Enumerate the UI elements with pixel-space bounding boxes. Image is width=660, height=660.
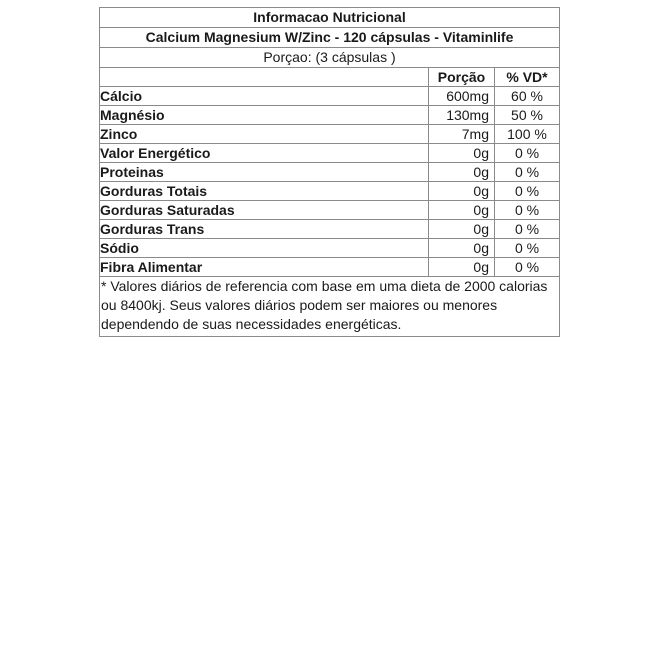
- nutrient-amount: 0g: [429, 258, 495, 276]
- footnote: * Valores diários de referencia com base em uma dieta de 2000 calorias ou 8400kj. Seus valores diários podem ser maiores ou menores dependendo de suas necessidades energéticas.: [101, 278, 548, 332]
- nutrient-amount: 0g: [429, 201, 495, 219]
- nutrient-name: Sódio: [100, 239, 429, 257]
- nutrient-name: Valor Energético: [100, 144, 429, 162]
- product-name: Calcium Magnesium W/Zinc - 120 cápsulas - Vitaminlife: [100, 28, 559, 48]
- column-header-amount: Porção: [429, 68, 495, 86]
- nutrient-name: Cálcio: [100, 87, 429, 105]
- table-row: [100, 182, 559, 201]
- nutrient-name: Gorduras Saturadas: [100, 201, 429, 219]
- nutrient-name: Magnésio: [100, 106, 429, 124]
- table-title: Informacao Nutricional: [100, 8, 559, 28]
- nutrient-amount: 0g: [429, 220, 495, 238]
- nutrient-amount: 0g: [429, 239, 495, 257]
- nutrient-daily-value: 0 %: [514, 145, 540, 161]
- nutrient-daily-value: 0 %: [514, 221, 540, 237]
- column-header-row: [100, 68, 559, 87]
- nutrient-name: Fibra Alimentar: [100, 258, 429, 276]
- nutrient-amount: 600mg: [429, 87, 495, 105]
- nutrient-amount: 0g: [429, 182, 495, 200]
- nutrient-daily-value: 0 %: [514, 259, 540, 275]
- nutrient-amount: 0g: [429, 144, 495, 162]
- nutrient-amount: 0g: [429, 163, 495, 181]
- nutrient-name: Gorduras Totais: [100, 182, 429, 200]
- nutrient-name: Proteinas: [100, 163, 429, 181]
- table-row: [100, 125, 559, 144]
- table-row: [100, 201, 559, 220]
- nutrient-daily-value: 0 %: [514, 240, 540, 256]
- nutrient-daily-value: 0 %: [514, 164, 540, 180]
- nutrient-amount: 130mg: [429, 106, 495, 124]
- nutrition-facts-table: [99, 7, 560, 337]
- table-row: [100, 239, 559, 258]
- table-row: [100, 163, 559, 182]
- nutrient-daily-value: 50 %: [511, 107, 543, 123]
- table-row: [100, 106, 559, 125]
- column-header-name: [100, 68, 429, 86]
- nutrient-daily-value: 60 %: [511, 88, 543, 104]
- column-header-daily-value: % VD*: [506, 69, 548, 85]
- table-row: [100, 87, 559, 106]
- nutrient-daily-value: 0 %: [514, 202, 540, 218]
- table-row: [100, 144, 559, 163]
- serving-size: Porçao: (3 cápsulas ): [100, 48, 559, 68]
- nutrient-name: Zinco: [100, 125, 429, 143]
- table-row: [100, 220, 559, 239]
- nutrient-daily-value: 100 %: [507, 126, 547, 142]
- nutrient-amount: 7mg: [429, 125, 495, 143]
- nutrient-daily-value: 0 %: [514, 183, 540, 199]
- nutrient-name: Gorduras Trans: [100, 220, 429, 238]
- table-row: [100, 258, 559, 277]
